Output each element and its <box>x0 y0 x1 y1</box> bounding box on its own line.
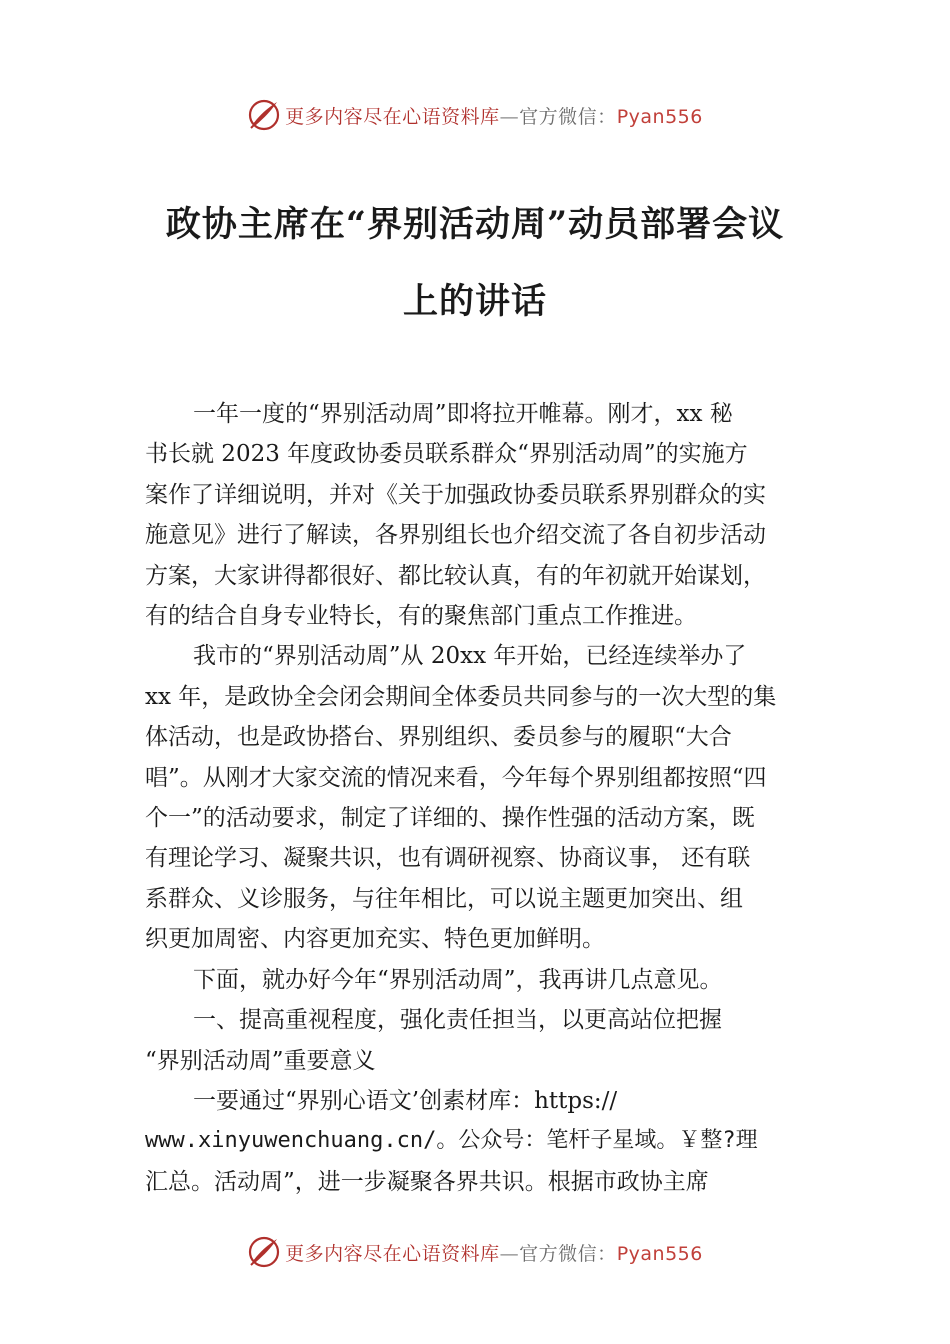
body-line: 织更加周密、内容更加充实、特色更加鲜明。 <box>145 926 605 953</box>
body-line: 我市的“界别活动周”从 20xx 年开始，已经连续举办了 <box>193 643 747 670</box>
body-line: 系群众、义诊服务，与往年相比，可以说主题更加突出、组 <box>145 885 743 912</box>
body-line: 唱”。从刚才大家交流的情况来看，今年每个界别组都按照“四 <box>145 764 767 791</box>
quill-pen-logo-icon <box>247 98 281 132</box>
body-line: 汇总。活动周”，进一步凝聚各界共识。根据市政协主席 <box>145 1168 709 1195</box>
document-body <box>145 394 835 1202</box>
body-line: 一年一度的“界别活动周”即将拉开帷幕。刚才，xx 秘 <box>193 401 733 427</box>
section-heading-line: “界别活动周”重要意义 <box>145 1047 376 1074</box>
bottom-watermark-banner <box>0 1232 950 1272</box>
body-line: xx 年，是政协全会闭会期间全体委员共同参与的一次大型的集 <box>145 683 777 710</box>
body-line: 案作了详细说明，并对《关于加强政协委员联系界别群众的实 <box>145 481 766 508</box>
body-line: 体活动，也是政协搭台、界别组织、委员参与的履职“大合 <box>145 724 732 751</box>
quill-pen-logo-icon <box>247 1235 281 1269</box>
body-line: 个一”的活动要求，制定了详细的、操作性强的活动方案，既 <box>145 805 755 832</box>
top-watermark-banner <box>0 95 950 135</box>
body-line: 方案，大家讲得都很好、都比较认真，有的年初就开始谋划， <box>145 562 766 589</box>
document-title-line-2: 上的讲话 <box>402 281 547 322</box>
banner-text: 更多内容尽在心语资料库—官方微信：Pyan556 <box>285 105 703 128</box>
body-line: 有理论学习、凝聚共识，也有调研视察、协商议事， 还有联 <box>145 845 751 872</box>
body-line: 施意见》进行了解读，各界别组长也介绍交流了各自初步活动 <box>145 522 766 549</box>
body-line: 一要通过“界别心语文’创素材库：https:// <box>193 1087 618 1114</box>
body-line: www.xinyuwenchuang.cn/。公众号：笔杆子星域。￥整?理 <box>145 1128 758 1154</box>
body-line: 有的结合自身专业特长，有的聚焦部门重点工作推进。 <box>145 603 697 630</box>
body-line: 书长就 2023 年度政协委员联系群众“界别活动周”的实施方 <box>145 441 748 468</box>
banner-text: 更多内容尽在心语资料库—官方微信：Pyan556 <box>285 1242 703 1265</box>
document-title-line-1: 政协主席在“界别活动周”动员部署会议 <box>165 204 785 245</box>
section-heading-line: 一、提高重视程度，强化责任担当，以更高站位把握 <box>193 1007 722 1034</box>
body-line: 下面，就办好今年“界别活动周”，我再讲几点意见。 <box>193 966 723 993</box>
